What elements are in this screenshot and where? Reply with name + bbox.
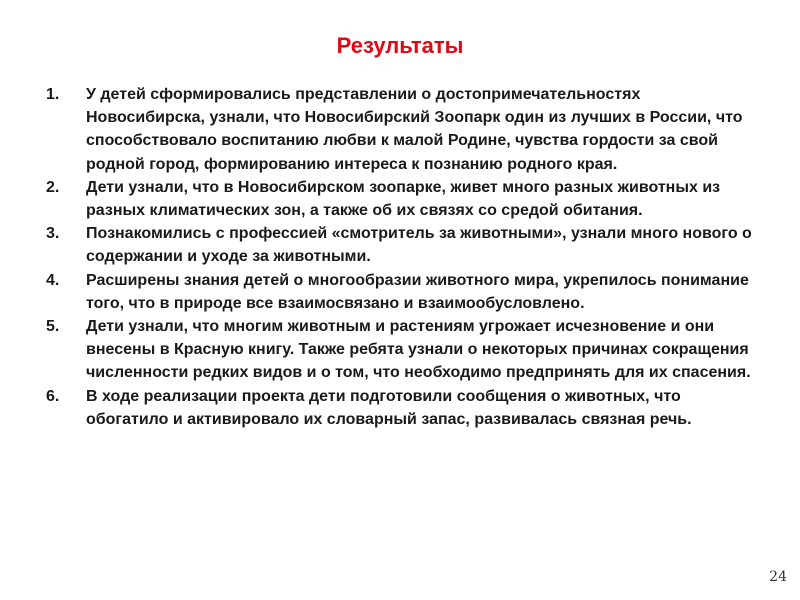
slide-title: Результаты — [336, 33, 464, 58]
item-number: 3. — [46, 225, 60, 243]
item-text: Расширены знания детей о многообразии животного мира, укрепилось понимание того, что в природе все взаимосвязано и взаимообусловлено. — [86, 271, 749, 312]
results-list — [46, 83, 758, 431]
item-text: Дети узнали, что многим животным и растениям угрожает исчезновение и они внесены в Красную книгу. Также ребята узнали о некоторых причинах сокращения численности редких видов и о том, что необходимо предпринять для их спасения. — [86, 318, 751, 382]
list-item — [46, 315, 758, 385]
item-text: У детей сформировались представлении о достопримечательностях Новосибирска, узнали, что Новосибирский Зоопарк один из лучших в России, что способствовало воспитанию любви к малой Родине, чувства гордости за свой родной город, формированию интереса к познанию родного края. — [86, 86, 743, 173]
list-item — [46, 176, 758, 222]
item-number: 2. — [46, 178, 60, 196]
item-text: Дети узнали, что в Новосибирском зоопарке, живет много разных животных из разных климатических зон, а также об их связях со средой обитания. — [86, 178, 721, 220]
list-item — [46, 385, 758, 431]
item-text: Познакомились с профессией «смотритель за животными», узнали много нового о содержании и уходе за животными. — [86, 225, 752, 266]
item-number: 4. — [46, 271, 60, 289]
list-item — [46, 269, 758, 315]
list-item — [46, 222, 758, 268]
item-number: 1. — [46, 86, 60, 103]
item-text: В ходе реализации проекта дети подготовили сообщения о животных, что обогатило и активировало их словарный запас, развивалась связная речь. — [86, 387, 692, 428]
item-number: 5. — [46, 318, 60, 336]
page-number: 24 — [769, 569, 787, 585]
list-item — [46, 83, 758, 176]
item-number: 6. — [46, 387, 60, 405]
